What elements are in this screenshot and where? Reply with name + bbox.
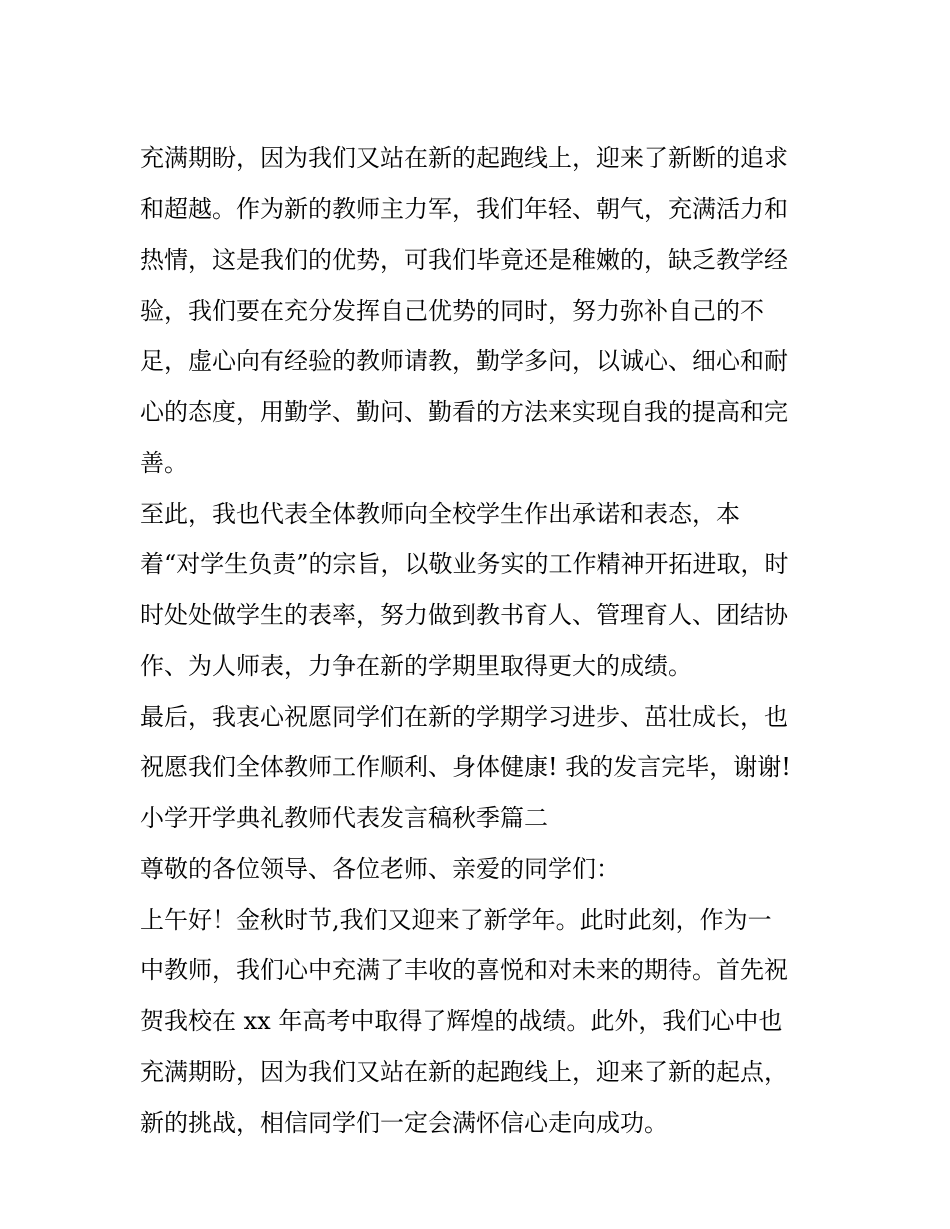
paragraph-line: 最后，我衷心祝愿同学们在新的学期学习进步、茁壮成长，也 [140,703,788,731]
paragraph-line: 热情，这是我们的优势，可我们毕竟还是稚嫩的，缺乏教学经 [140,246,788,274]
paragraph-line: 贺我校在 xx 年高考中取得了辉煌的战绩。此外，我们心中也 [140,1007,783,1035]
paragraph-line: 中教师，我们心中充满了丰收的喜悦和对未来的期待。首先祝 [140,956,788,984]
paragraph-line: 心的态度，用勤学、勤问、勤看的方法来实现自我的提高和完 [140,398,788,426]
paragraph-line: 上午好！金秋时节,我们又迎来了新学年。此时此刻，作为一 [140,906,772,934]
paragraph-line: 验，我们要在充分发挥自己优势的同时，努力弥补自己的不 [140,297,764,325]
paragraph-line: 足，虚心向有经验的教师请教，勤学多问，以诚心、细心和耐 [140,347,788,375]
salutation-line: 尊敬的各位领导、各位老师、亲爱的同学们： [140,855,620,883]
paragraph-line: 作、为人师表，力争在新的学期里取得更大的成绩。 [140,652,692,680]
paragraph-line: 充满期盼，因为我们又站在新的起跑线上，迎来了新的起点， [140,1058,788,1086]
paragraph-line: 着“对学生负责”的宗旨，以敬业务实的工作精神开拓进取，时 [140,550,789,578]
paragraph-line: 祝愿我们全体教师工作顺利、身体健康! 我的发言完毕，谢谢! [140,753,791,781]
paragraph-line: 和超越。作为新的教师主力军，我们年轻、朝气，充满活力和 [140,195,788,223]
paragraph-line: 时处处做学生的表率，努力做到教书育人、管理育人、团结协 [140,601,788,629]
paragraph-line: 善。 [140,449,188,477]
section-heading: 小学开学典礼教师代表发言稿秋季篇二 [140,804,548,832]
paragraph-line: 至此，我也代表全体教师向全校学生作出承诺和表态，本 [140,500,740,528]
paragraph-line: 新的挑战，相信同学们一定会满怀信心走向成功。 [140,1109,668,1137]
paragraph-line: 充满期盼，因为我们又站在新的起跑线上，迎来了新断的追求 [140,144,788,172]
